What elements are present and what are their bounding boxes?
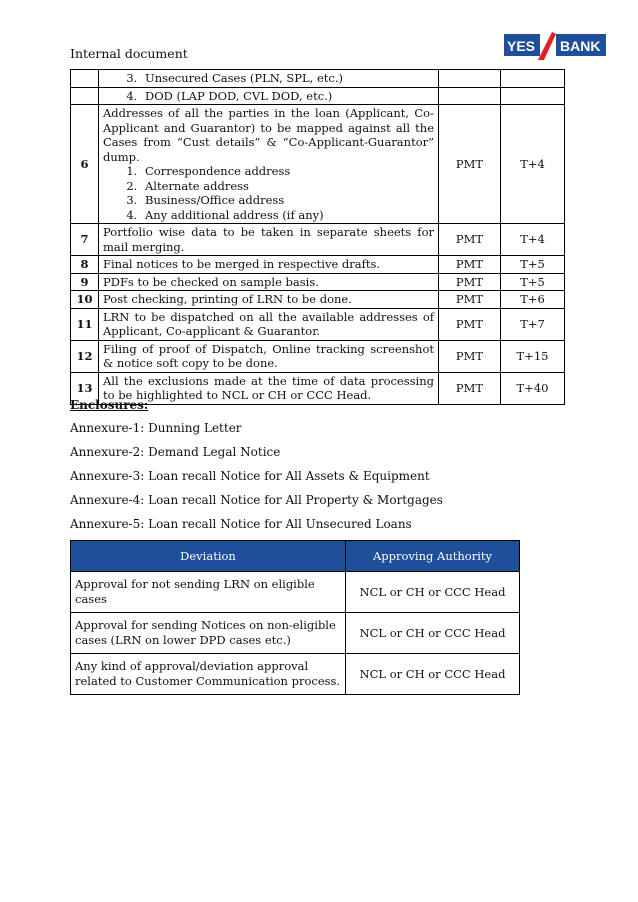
table-row xyxy=(71,70,565,88)
tat-cell: T+5 xyxy=(501,256,565,274)
row-number-cell xyxy=(71,70,99,88)
enclosures-heading: Enclosures: xyxy=(70,398,149,412)
authority-cell: NCL or CH or CCC Head xyxy=(346,613,520,654)
svg-text:BANK: BANK xyxy=(560,38,601,54)
step-description: Addresses of all the parties in the loan (Applicant, Co-Applicant and Guarantor) to be mapped against all the Cases from “Cust details” & “Co-Applicant-Guarantor” dump. xyxy=(103,106,434,164)
row-number-cell: 12 xyxy=(71,340,99,372)
tat-cell: T+4 xyxy=(501,224,565,256)
row-number-cell: 10 xyxy=(71,291,99,309)
list-item: 4. Any additional address (if any) xyxy=(141,208,434,223)
description-cell: Final notices to be merged in respective drafts. xyxy=(99,256,439,274)
deviation-cell: Approval for sending Notices on non-eligible cases (LRN on lower DPD cases etc.) xyxy=(71,613,346,654)
deviation-cell: Approval for not sending LRN on eligible cases xyxy=(71,572,346,613)
authority-column-header: Approving Authority xyxy=(346,541,520,572)
owner-cell: PMT xyxy=(439,291,501,309)
list-item: 1. Correspondence address xyxy=(141,164,434,179)
row-number-cell: 11 xyxy=(71,308,99,340)
category-list xyxy=(103,89,434,104)
table-row xyxy=(71,654,520,695)
enclosures-section xyxy=(70,398,443,541)
table-row xyxy=(71,224,565,256)
document-classification: Internal document xyxy=(70,46,188,61)
tat-cell: T+15 xyxy=(501,340,565,372)
deviation-header-row xyxy=(71,541,520,572)
description-cell: PDFs to be checked on sample basis. xyxy=(99,273,439,291)
tat-cell: T+6 xyxy=(501,291,565,309)
annexure-item: Annexure-5: Loan recall Notice for All Unsecured Loans xyxy=(70,517,412,531)
tat-cell xyxy=(501,87,565,105)
tat-cell: T+4 xyxy=(501,105,565,224)
owner-cell: PMT xyxy=(439,340,501,372)
description-cell: LRN to be dispatched on all the available addresses of Applicant, Co-applicant & Guarantor. xyxy=(99,308,439,340)
annexure-item: Annexure-3: Loan recall Notice for All Assets & Equipment xyxy=(70,469,430,483)
owner-cell: PMT xyxy=(439,256,501,274)
process-steps-table xyxy=(70,69,565,405)
row-number-cell: 8 xyxy=(71,256,99,274)
row-number-cell: 7 xyxy=(71,224,99,256)
authority-cell: NCL or CH or CCC Head xyxy=(346,654,520,695)
address-list xyxy=(103,164,434,222)
table-row xyxy=(71,273,565,291)
deviation-column-header: Deviation xyxy=(71,541,346,572)
table-row xyxy=(71,105,565,224)
table-row xyxy=(71,340,565,372)
annexure-item: Annexure-1: Dunning Letter xyxy=(70,421,242,435)
authority-cell: NCL or CH or CCC Head xyxy=(346,572,520,613)
annexure-item: Annexure-2: Demand Legal Notice xyxy=(70,445,281,459)
table-row xyxy=(71,308,565,340)
list-item: 2. Alternate address xyxy=(141,179,434,194)
description-cell xyxy=(99,70,439,88)
owner-cell: PMT xyxy=(439,273,501,291)
category-list xyxy=(103,71,434,86)
table-row xyxy=(71,256,565,274)
list-item: 3. Unsecured Cases (PLN, SPL, etc.) xyxy=(141,71,434,86)
row-number-cell: 6 xyxy=(71,105,99,224)
owner-cell: PMT xyxy=(439,105,501,224)
tat-cell: T+5 xyxy=(501,273,565,291)
description-cell: Portfolio wise data to be taken in separate sheets for mail merging. xyxy=(99,224,439,256)
list-item: 3. Business/Office address xyxy=(141,193,434,208)
description-cell xyxy=(99,105,439,224)
description-cell: Post checking, printing of LRN to be done. xyxy=(99,291,439,309)
owner-cell: PMT xyxy=(439,308,501,340)
owner-cell xyxy=(439,87,501,105)
table-row xyxy=(71,87,565,105)
table-row xyxy=(71,572,520,613)
yes-bank-logo xyxy=(504,30,606,64)
row-number-cell xyxy=(71,87,99,105)
description-cell: All the exclusions made at the time of data processing to be highlighted to NCL or CH or CCC Head. xyxy=(99,372,439,404)
owner-cell: PMT xyxy=(439,224,501,256)
deviation-cell: Any kind of approval/deviation approval related to Customer Communication process. xyxy=(71,654,346,695)
row-number-cell: 13 xyxy=(71,372,99,404)
list-item: 4. DOD (LAP DOD, CVL DOD, etc.) xyxy=(141,89,434,104)
deviation-table xyxy=(70,540,520,695)
description-cell: Filing of proof of Dispatch, Online tracking screenshot & notice soft copy to be done. xyxy=(99,340,439,372)
tat-cell: T+40 xyxy=(501,372,565,404)
annexure-item: Annexure-4: Loan recall Notice for All Property & Mortgages xyxy=(70,493,443,507)
owner-cell xyxy=(439,70,501,88)
tat-cell xyxy=(501,70,565,88)
description-cell xyxy=(99,87,439,105)
row-number-cell: 9 xyxy=(71,273,99,291)
tat-cell: T+7 xyxy=(501,308,565,340)
owner-cell: PMT xyxy=(439,372,501,404)
table-row xyxy=(71,613,520,654)
table-row xyxy=(71,291,565,309)
svg-text:YES: YES xyxy=(507,38,536,54)
